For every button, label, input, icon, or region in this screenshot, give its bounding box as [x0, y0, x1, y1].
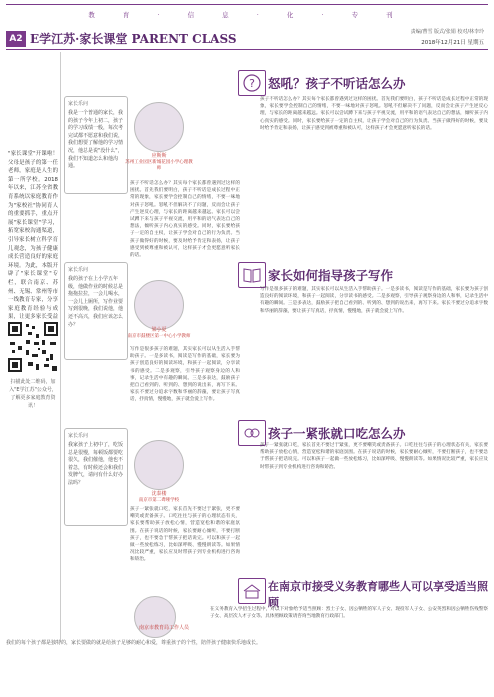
qr-code-icon — [6, 320, 60, 374]
expert-title: 南京市第二聋哑学校 — [138, 498, 180, 503]
parent-question-card — [64, 428, 128, 526]
expert-name: 沈泰楼 — [151, 491, 167, 497]
article-body-right: 孩子不听话怎么办？其实每个家长都曾遇到过这样的困扰。首先我们要明白，孩子不听话是成长过程中正常的现象，家长要学会控制自己的情绪，不要一味地对孩子怒吼。怒吼不但解决不了问题，反而会让孩子产生逆反心理，与家长的距离越来越远。家长可以尝试蹲下来与孩子平视交流，用平和的语气表达自己的想法，倾听孩子内心真实的感受。同时，家长要给孩子一定的自主权，让孩子学会对自己的行为负责。当孩子做得好的时候，要及时给予肯定和表扬，让孩子感受到被尊重和被认可，这样孩子才会更愿意听家长的话。 — [260, 97, 488, 131]
banner-title: 教 育 · 信 息 · 化 · 专 刊 — [88, 11, 406, 19]
page-title: E学江苏·家长课堂 PARENT CLASS — [30, 32, 237, 46]
book-icon — [243, 267, 261, 283]
question-text: 我家孩子上初中了，吃饭总是很慢，每顿饭都要吃很久，我们催他，他也不着急，有时候还会和我们发脾气，请问有什么好办法吗？ — [68, 442, 124, 486]
school-building-icon — [243, 583, 261, 599]
column-intro-text: "家长课堂"开课啦！父母是孩子的第一任老师，家庭是人生的第一所学校。2018年以来，江苏全省教育系统以家庭教育作为"家校社"协同育人的重要抓手，重点开展"家长课堂"学习，拓宽家校沟通渠道，引导家长树立科学育儿观念，为孩子健康成长营造良好的家庭环境。为此，本版开辟了"家长课堂"专栏，联合南京、苏州、无锡、常州等市一线教育专家，分享家庭教育经验与成果，让更多家长受益 — [8, 151, 58, 321]
article-title: 怒吼？孩子不听话怎么办 — [268, 76, 406, 91]
article-body-right: 孩子一紧张就口吃，家长首先不要过于紧张，更不要嘲笑或责备孩子。口吃往往与孩子的心理状态有关，家长要帮助孩子放松心情，营造宽松和谐的家庭氛围。在孩子说话的时候，家长要耐心倾听，不要打断孩子，也不要急于帮孩子把话说完。可以和孩子一起做一些放松练习，比如深呼吸、慢慢朗读等。如果情况比较严重，家长应及时带孩子到专业机构进行咨询和矫治。 — [260, 443, 488, 470]
editor-credits: 责编/曹雪 版式/张娟 校对/林李玲 — [410, 29, 484, 35]
parent-question-card — [64, 96, 128, 194]
article-body: 孩子一紧张就口吃，家长首先不要过于紧张，更不要嘲笑或责备孩子。口吃往往与孩子的心理状态有关，家长要帮助孩子放松心情，营造宽松和谐的家庭氛围。在孩子说话的时候，家长要耐心倾听，不要打断孩子，也不要急于帮孩子把话说完。可以和孩子一起做一些放松练习，比如深呼吸、慢慢朗读等。如果情况比较严重，家长应及时带孩子到专业机构进行咨询和矫治。 — [130, 507, 240, 563]
building-icon-box — [238, 578, 266, 604]
parent-question-card — [64, 262, 128, 360]
qr-caption: 扫描此处二维码，加入"E学江苏"公众号，了解更多家庭教育资讯！ — [9, 379, 57, 409]
article-title-text: 在南京市接受义务教育哪些人可以享受适当照顾 — [268, 580, 488, 609]
article-body-right: 写作是很多孩子的难题，其实家长可以从生活入手帮助孩子。一是多读书，阅读是写作的基础，家长要为孩子创造良好的阅读环境，和孩子一起阅读，分享读书的感受。二是多观察，引导孩子观察身边的人和事，记录生活中有趣的瞬间。三是多表达，鼓励孩子把自己看到的、听到的、想到的说出来，再写下来。家长不要过分追求字数和华丽的辞藻，要让孩子写真话，抒真情，慢慢地，孩子就会爱上写作。 — [260, 287, 488, 314]
expert-name: 应斯斯 — [151, 153, 167, 159]
expert-avatar — [134, 102, 184, 152]
footer-quote: 我们的每个孩子都是独特的，家长要做的就是给孩子足够的耐心和爱，尊重孩子的个性，陪伴孩子健康快乐地成长。 — [6, 640, 262, 646]
page-number: A2 — [6, 31, 26, 47]
book-icon-box — [238, 262, 266, 288]
question-label: 家长乐问 — [68, 101, 89, 107]
expert-name: 南京市教育局工作人员 — [138, 625, 189, 631]
expert-avatar — [134, 596, 176, 638]
article-title: 孩子一紧张就口吃怎么办 — [268, 426, 406, 441]
issue-date: 2018年12月21日 星期五 — [421, 40, 484, 46]
column-divider — [60, 52, 61, 642]
expert-title: 南京市鼓楼区第一中心小学教师 — [127, 334, 191, 339]
question-label: 家长乐问 — [68, 433, 89, 439]
expert-avatar — [134, 440, 184, 490]
svg-text:?: ? — [249, 77, 255, 90]
question-text: 我的孩子在上小学五年级，他做作业的时候总是拖拖拉拉，一会儿喝水，一会儿上厕所，写作业要写到很晚，我们说他，他还不高兴，我们应该怎么办？ — [68, 276, 124, 328]
article-body: 写作是很多孩子的难题，其实家长可以从生活入手帮助孩子。一是多读书，阅读是写作的基础，家长要为孩子创造良好的阅读环境，和孩子一起阅读，分享读书的感受。二是多观察，引导孩子观察身边的人和事，记录生活中有趣的瞬间。三是多表达，鼓励孩子把自己看到的、听到的、想到的说出来，再写下来。家长不要过分追求字数和华丽的辞藻，要让孩子写真话，抒真情，慢慢地，孩子就会爱上写作。 — [130, 347, 240, 403]
question-text: 我是一个普通的家长，我的孩子今年上初二，孩子的学习成绩一般，每次考完试都不愿意和我们说，我们想要了解他的学习情况，他总是说"没什么"，我们不知道怎么和他沟通。 — [68, 110, 124, 170]
gender-symbol-icon — [243, 425, 261, 441]
question-label: 家长乐问 — [68, 267, 89, 273]
expert-name: 梁小夏 — [151, 327, 167, 333]
question-mark-icon — [243, 74, 261, 92]
expert-avatar — [134, 280, 184, 330]
expert-title: 苏州工业园区新城花园小学心理教师 — [125, 160, 193, 171]
article-body: 在义务教育入学招生过程中，对以下对象给予适当照顾：烈士子女、因公牺牲的军人子女、现役军人子女、公安英烈和因公牺牲伤残警察子女、高层次人才子女等。具体照顾政策请咨询当地教育行政部门。 — [210, 607, 488, 620]
article-body: 孩子不听话怎么办？其实每个家长都曾遇到过这样的困扰。首先我们要明白，孩子不听话是成长过程中正常的现象，家长要学会控制自己的情绪，不要一味地对孩子怒吼。怒吼不但解决不了问题，反而会让孩子产生逆反心理，与家长的距离越来越远。家长可以尝试蹲下来与孩子平视交流，用平和的语气表达自己的想法，倾听孩子内心真实的感受。同时，家长要给孩子一定的自主权，让孩子学会对自己的行为负责。当孩子做得好的时候，要及时给予肯定和表扬，让孩子感受到被尊重和被认可，这样孩子才会更愿意听家长的话。 — [130, 181, 240, 259]
question-icon-box — [238, 70, 266, 96]
header-underline — [6, 49, 488, 50]
column-intro — [8, 150, 58, 330]
article-title: 家长如何指导孩子写作 — [268, 268, 394, 283]
qr-code[interactable] — [6, 320, 60, 374]
